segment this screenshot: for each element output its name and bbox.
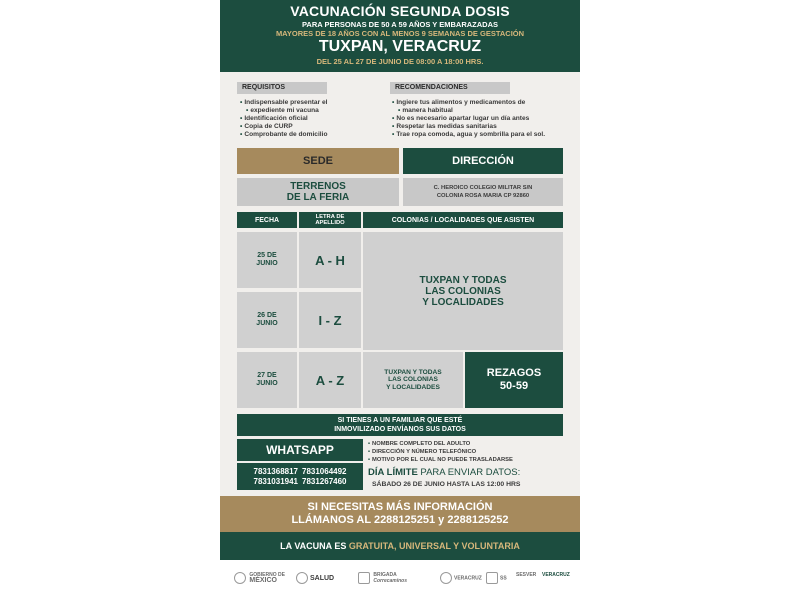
poster-city: TUXPAN, VERACRUZ <box>318 38 482 55</box>
dia-limite-bold: DÍA LÍMITE <box>368 467 418 478</box>
list-item: • Indispensable presentar el <box>240 99 370 107</box>
shield-icon <box>440 572 452 584</box>
sede-line: TERRENOS <box>290 181 346 192</box>
requisitos-label: REQUISITOS <box>237 82 327 94</box>
familiar-banner <box>237 414 563 436</box>
logo-veracruz-2: VERACRUZ <box>542 572 570 578</box>
col-header-fecha: FECHA <box>237 212 297 228</box>
table-row-letra: A - Z <box>299 352 361 408</box>
fecha-line: 25 DE <box>257 252 277 259</box>
colonias-merged-cell <box>363 232 563 350</box>
list-item: • Copia de CURP <box>240 123 370 131</box>
list-item: • manera habitual <box>392 107 577 115</box>
whatsapp-numbers <box>237 463 363 490</box>
rezagos-line: REZAGOS <box>486 367 542 379</box>
logo-ss <box>486 572 507 584</box>
col-header-colonias: COLONIAS / LOCALIDADES QUE ASISTEN <box>363 212 563 228</box>
fecha-line: 26 DE <box>257 312 277 319</box>
recomendaciones-label: RECOMENDACIONES <box>390 82 510 94</box>
logo-text: VERACRUZ <box>454 575 482 582</box>
list-item: • Trae ropa comoda, agua y sombrilla para el sol. <box>392 131 577 139</box>
col-header-line: APELLIDO <box>315 220 345 226</box>
dia-limite-date: SÁBADO 26 DE JUNIO HASTA LAS 12:00 HRS <box>372 481 521 488</box>
vaccination-poster <box>220 0 580 600</box>
direccion-line: C. HEROICO COLEGIO MILITAR S/N <box>433 185 533 191</box>
vacuna-highlight: GRATUITA, UNIVERSAL Y VOLUNTARIA <box>348 541 520 551</box>
recomendaciones-list <box>392 99 577 139</box>
logo-sesver: SESVER <box>516 572 537 578</box>
whatsapp-label: WHATSAPP <box>237 439 363 461</box>
rezagos-line: 50-59 <box>499 380 529 392</box>
phone-number[interactable]: 7831064492 <box>302 466 347 476</box>
direccion-line: COLONIA ROSA MARIA CP 92860 <box>436 193 530 199</box>
sede-value <box>237 178 399 206</box>
rezagos-cell <box>465 352 563 408</box>
poster-dates: DEL 25 AL 27 DE JUNIO DE 08:00 A 18:00 HRS. <box>316 57 484 66</box>
poster-subtitle-ages: PARA PERSONAS DE 50 A 59 AÑOS Y EMBARAZADAS <box>301 20 498 29</box>
poster-title: VACUNACIÓN SEGUNDA DOSIS <box>290 3 510 19</box>
logo-text: BRIGADA <box>373 572 397 578</box>
list-item: • MOTIVO POR EL CUAL NO PUEDE TRASLADARSE <box>368 456 513 464</box>
vacuna-banner <box>220 532 580 560</box>
seal-icon <box>234 572 246 584</box>
requisitos-list <box>240 99 370 139</box>
list-item: • NOMBRE COMPLETO DEL ADULTO <box>368 440 513 448</box>
familiar-line: SI TIENES A UN FAMILIAR QUE ESTÉ <box>337 417 463 424</box>
colonias-line: TUXPAN Y TODAS <box>384 368 442 376</box>
datos-list <box>368 440 513 464</box>
fecha-line: 27 DE <box>257 372 277 379</box>
list-item: • No es necesario apartar lugar un día antes <box>392 115 577 123</box>
list-item: • Ingiere tus alimentos y medicamentos de <box>392 99 577 107</box>
vacuna-prefix: LA VACUNA ES <box>280 541 349 551</box>
col-header-line: LETRA DE <box>315 214 345 220</box>
direccion-value <box>403 178 563 206</box>
sede-header: SEDE <box>237 148 399 174</box>
phone-number[interactable]: 7831031941 <box>253 476 298 486</box>
seal-icon <box>296 572 308 584</box>
familiar-line: INMOVILIZADO ENVÍANOS SUS DATOS <box>334 426 466 433</box>
sede-line: DE LA FERIA <box>286 192 350 203</box>
table-row-letra: A - H <box>299 232 361 288</box>
list-item: • Respetar las medidas sanitarias <box>392 123 577 131</box>
mas-info-line: SI NECESITAS MÁS INFORMACIÓN <box>307 501 493 513</box>
list-item: • DIRECCIÓN Y NÚMERO TELEFÓNICO <box>368 448 513 456</box>
bird-icon <box>358 572 370 584</box>
logo-brigada <box>358 572 407 584</box>
logo-text: SS <box>500 575 507 582</box>
table-row-fecha <box>237 232 297 288</box>
phone-number[interactable]: 7831267460 <box>302 476 347 486</box>
mas-info-line: LLÁMANOS AL 2288125251 y 2288125252 <box>291 514 509 526</box>
logo-salud <box>296 572 334 584</box>
logo-gobierno-mexico <box>234 572 285 584</box>
direccion-header: DIRECCIÓN <box>403 148 563 174</box>
colonias-line: TUXPAN Y TODAS <box>419 274 507 286</box>
colonias-line: LAS COLONIAS <box>388 376 438 384</box>
dia-limite-rest: PARA ENVIAR DATOS: <box>417 467 521 478</box>
poster-header <box>220 0 580 72</box>
table-row-letra: I - Z <box>299 292 361 348</box>
col-header-letra <box>299 212 361 228</box>
logo-text: MÉXICO <box>249 577 278 584</box>
fecha-line: JUNIO <box>256 380 278 387</box>
table-row-fecha <box>237 352 297 408</box>
list-item: • expediente mi vacuna <box>240 107 370 115</box>
dia-limite <box>368 467 520 478</box>
logo-veracruz <box>440 572 482 584</box>
logo-text: Correcaminos <box>373 578 408 584</box>
shield-icon <box>486 572 498 584</box>
colonias-line: Y LOCALIDADES <box>386 383 440 391</box>
colonias-cell-day3 <box>363 352 463 408</box>
poster-subtitle-pregnant: MAYORES DE 18 AÑOS CON AL MENOS 9 SEMANAS DE GESTACIÓN <box>275 29 525 38</box>
phone-number[interactable]: 7831368817 <box>253 466 298 476</box>
list-item: • Identificación oficial <box>240 115 370 123</box>
list-item: • Comprobante de domicilio <box>240 131 370 139</box>
logos-footer <box>220 560 580 600</box>
fecha-line: JUNIO <box>256 320 278 327</box>
logo-text: GOBIERNO DE <box>249 572 285 578</box>
mas-info-banner <box>220 496 580 532</box>
colonias-line: Y LOCALIDADES <box>422 296 504 308</box>
colonias-line: LAS COLONIAS <box>425 285 501 297</box>
table-row-fecha <box>237 292 297 348</box>
logo-text: SALUD <box>310 574 335 582</box>
fecha-line: JUNIO <box>256 260 278 267</box>
